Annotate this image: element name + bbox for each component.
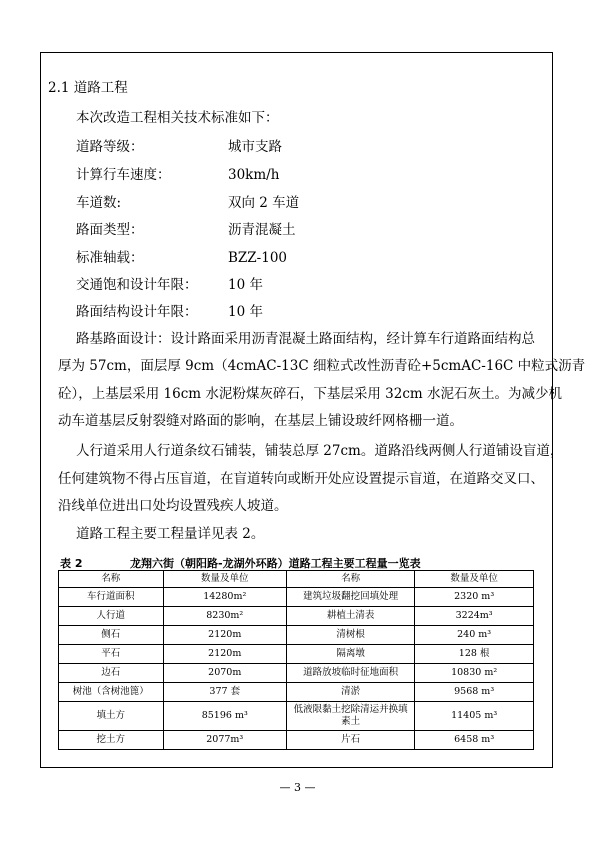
table-cell: 树池（含树池篦）: [59, 683, 164, 702]
quantities-table: [58, 570, 534, 750]
table-cell: 14280m²: [163, 588, 287, 607]
paragraph-line: 人行道采用人行道条纹石铺装，铺装总厚 27cm。道路沿线两侧人行道铺设盲道，: [76, 443, 564, 459]
table-cell: 低液限黏土挖除清运并换填素土: [287, 702, 415, 731]
table-cell: 片石: [287, 731, 415, 750]
spec-value: 10 年: [228, 304, 263, 320]
spec-label: 路面结构设计年限：: [76, 304, 198, 320]
table-cell: 2077m³: [163, 731, 287, 750]
paragraph-line: 路基路面设计：设计路面采用沥青混凝土路面结构，经计算车行道路面结构总: [76, 331, 535, 347]
table-cell: 车行道面积: [59, 588, 164, 607]
paragraph-line: 任何建筑物不得占压盲道，在盲道转向或断开处应设置提示盲道，在道路交叉口、: [58, 471, 544, 487]
table-cell: 85196 m³: [163, 702, 287, 731]
spec-value: 10 年: [228, 277, 263, 293]
spec-value: BZZ-100: [228, 250, 288, 266]
table-row: [59, 664, 534, 683]
table-row: [59, 588, 534, 607]
spec-value: 30km/h: [228, 167, 280, 183]
spec-label: 交通饱和设计年限：: [76, 277, 198, 293]
paragraph-line: 道路工程主要工程量详见表 2。: [76, 526, 265, 542]
table-cell: 清淤: [287, 683, 415, 702]
table-cell: 2070m: [163, 664, 287, 683]
column-header: 数量及单位: [415, 571, 534, 588]
table-row: [59, 702, 534, 731]
table-cell: 9568 m³: [415, 683, 534, 702]
table-cell: 377 套: [163, 683, 287, 702]
table-cell: 平石: [59, 645, 164, 664]
intro-text: 本次改造工程相关技术标准如下：: [76, 110, 279, 126]
column-header: 名称: [59, 571, 164, 588]
spec-label: 计算行车速度：: [76, 167, 171, 183]
spec-label: 标准轴载：: [76, 250, 144, 266]
column-header: 名称: [287, 571, 415, 588]
table-cell: 人行道: [59, 607, 164, 626]
table-cell: 128 根: [415, 645, 534, 664]
table-cell: 11405 m³: [415, 702, 534, 731]
spec-label: 车道数:: [76, 195, 122, 211]
table-header-row: [59, 571, 534, 588]
page-number: — 3 —: [279, 781, 316, 794]
table-cell: 6458 m³: [415, 731, 534, 750]
table-number: 表 2: [60, 557, 83, 570]
spec-label: 路面类型：: [76, 222, 144, 238]
table-cell: 侧石: [59, 626, 164, 645]
table-row: [59, 645, 534, 664]
table-cell: 10830 m²: [415, 664, 534, 683]
table-row: [59, 607, 534, 626]
spec-value: 沥青混凝土: [228, 222, 296, 238]
table-cell: 2320 m³: [415, 588, 534, 607]
table-cell: 清树根: [287, 626, 415, 645]
spec-value: 城市支路: [228, 139, 282, 155]
spec-label: 道路等级：: [76, 139, 144, 155]
paragraph-line: 动车道基层反射裂缝对路面的影响，在基层上铺设玻纤网格栅一道。: [58, 413, 463, 429]
table-cell: 边石: [59, 664, 164, 683]
column-header: 数量及单位: [163, 571, 287, 588]
table-cell: 耕植土清表: [287, 607, 415, 626]
spec-value: 双向 2 车道: [228, 195, 300, 211]
table-cell: 3224m³: [415, 607, 534, 626]
table-row: [59, 731, 534, 750]
paragraph-line: 沿线单位进出口处均设置残疾人坡道。: [58, 498, 288, 514]
table-cell: 240 m³: [415, 626, 534, 645]
paragraph-line: 厚为 57cm，面层厚 9cm（4cmAC-13C 细粒式改性沥青砼+5cmAC-16C 中粒式沥青: [58, 358, 586, 374]
table-cell: 2120m: [163, 626, 287, 645]
table-cell: 8230m²: [163, 607, 287, 626]
table-row: [59, 683, 534, 702]
table-cell: 建筑垃圾翻挖回填处理: [287, 588, 415, 607]
section-heading: 2.1 道路工程: [48, 80, 128, 96]
table-cell: 填土方: [59, 702, 164, 731]
table-cell: 道路放坡临时征地面积: [287, 664, 415, 683]
table-cell: 2120m: [163, 645, 287, 664]
table-row: [59, 626, 534, 645]
table-cell: 隔离墩: [287, 645, 415, 664]
table-title: 龙翔六街（朝阳路-龙湖外环路）道路工程主要工程量一览表: [130, 557, 421, 570]
table-cell: 挖土方: [59, 731, 164, 750]
paragraph-line: 砼），上基层采用 16cm 水泥粉煤灰碎石，下基层采用 32cm 水泥石灰土。为减少机: [58, 386, 562, 402]
